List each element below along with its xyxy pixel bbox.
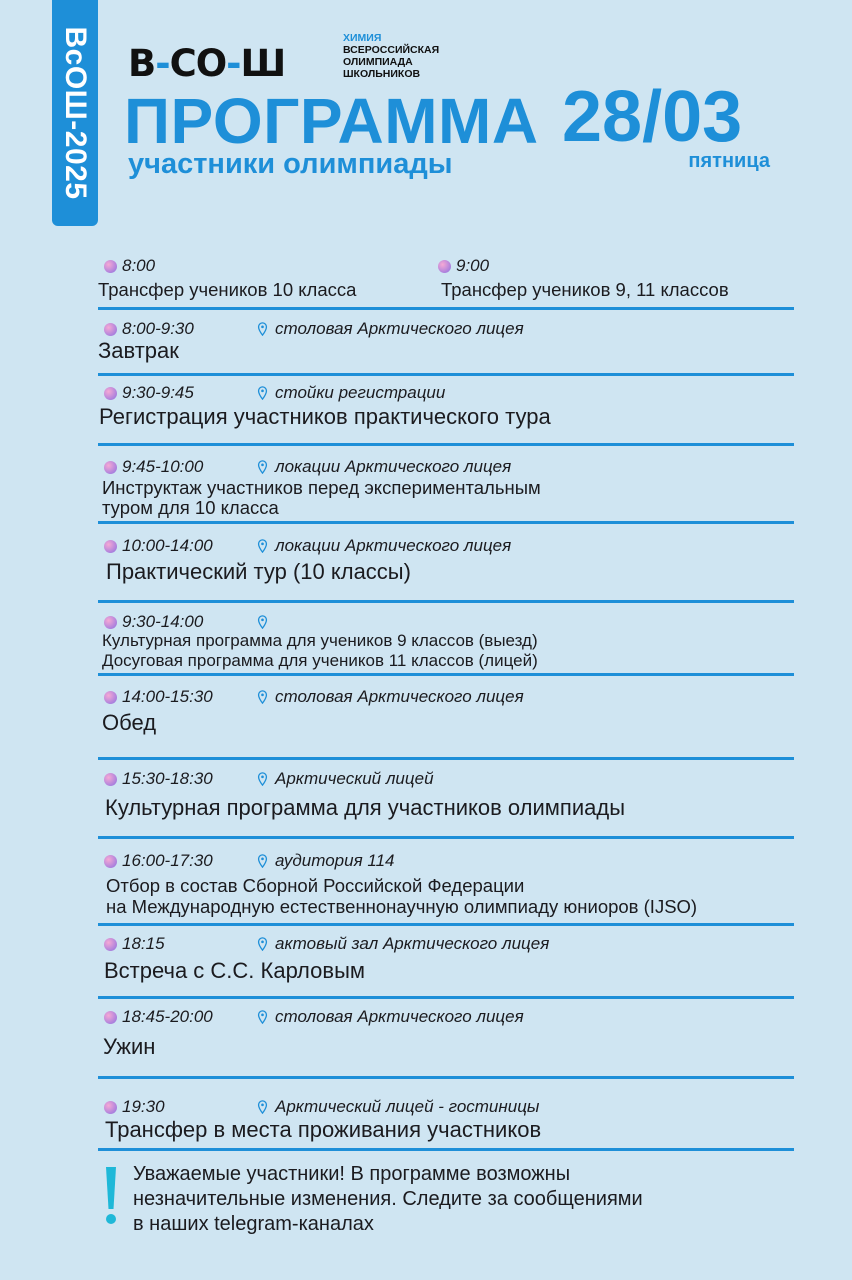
page-title: ПРОГРАММА	[124, 85, 539, 157]
item-place: аудитория 114	[275, 851, 395, 870]
location-pin-icon	[257, 460, 268, 474]
item-place: стойки регистрации	[275, 383, 446, 402]
item-time: 18:15	[122, 934, 165, 953]
vsosh-logo: В-СО-Ш	[128, 42, 286, 85]
schedule-item-meeting	[98, 932, 794, 999]
location-pin-icon	[257, 772, 268, 786]
clock-icon	[104, 773, 117, 786]
item-place: актовый зал Арктического лицея	[275, 934, 550, 953]
clock-icon	[104, 616, 117, 629]
schedule-item-transfers-morning	[98, 252, 794, 310]
location-pin-icon	[257, 690, 268, 704]
item-title-line1: Культурная программа для учеников 9 классов (выезд)	[102, 631, 538, 650]
year-side-tab	[52, 0, 98, 226]
schedule-item-breakfast	[98, 316, 794, 376]
olympiad-caption: ХИМИЯ ВСЕРОССИЙСКАЯ ОЛИМПИАДА ШКОЛЬНИКОВ	[343, 32, 440, 80]
item-title: Встреча с С.С. Карловым	[104, 958, 366, 983]
location-pin-icon	[257, 386, 268, 400]
item-title: Трансфер в места проживания участников	[105, 1117, 542, 1142]
item-time: 9:00	[456, 256, 490, 275]
item-title-line1: Инструктаж участников перед экспериментальным	[102, 477, 541, 498]
item-place: столовая Арктического лицея	[275, 319, 524, 338]
item-title-line2: Досуговая программа для учеников 11 классов (лицей)	[102, 651, 538, 670]
year-side-tab-label: ВсОШ-2025	[59, 26, 92, 200]
schedule-item-registration	[98, 380, 794, 446]
clock-icon	[104, 540, 117, 553]
schedule-item-team-selection	[98, 849, 794, 926]
location-pin-icon	[257, 1100, 268, 1114]
item-title-line2: на Международную естественнонаучную олимпиаду юниоров (IJSO)	[106, 896, 698, 917]
schedule-item-dinner	[98, 1006, 794, 1079]
item-title: Трансфер учеников 9, 11 классов	[441, 279, 729, 300]
item-title-line2: туром для 10 класса	[102, 497, 279, 518]
item-title: Практический тур (10 классы)	[106, 559, 411, 584]
item-time: 9:45-10:00	[122, 457, 204, 476]
schedule-item-practical-round	[98, 533, 794, 603]
event-weekday: пятница	[688, 150, 770, 172]
item-place: столовая Арктического лицея	[275, 687, 524, 706]
clock-icon	[104, 691, 117, 704]
item-time: 9:30-14:00	[122, 612, 204, 631]
clock-icon	[104, 260, 117, 273]
clock-icon	[104, 1011, 117, 1024]
item-place: Арктический лицей - гостиницы	[275, 1097, 540, 1116]
page-subtitle: участники олимпиады	[128, 148, 453, 180]
location-pin-icon	[257, 937, 268, 951]
item-title: Культурная программа для участников олимпиады	[105, 795, 626, 820]
clock-icon	[104, 461, 117, 474]
item-time: 16:00-17:30	[122, 851, 213, 870]
item-time: 8:00-9:30	[122, 319, 194, 338]
item-place: локации Арктического лицея	[275, 536, 512, 555]
item-time: 9:30-9:45	[122, 383, 194, 402]
item-place: Арктический лицей	[275, 769, 434, 788]
schedule-item-cultural-leisure	[98, 609, 794, 676]
item-title: Трансфер учеников 10 класса	[98, 279, 357, 300]
item-title: Обед	[102, 710, 157, 735]
schedule-item-transfer-evening	[98, 1096, 794, 1151]
item-time: 14:00-15:30	[122, 687, 213, 706]
schedule-item-cultural-program	[98, 767, 794, 839]
event-date: 28/03	[562, 77, 743, 157]
clock-icon	[104, 323, 117, 336]
item-title: Завтрак	[98, 338, 179, 363]
item-title-line1: Отбор в состав Сборной Российской Федерации	[106, 875, 525, 896]
location-pin-icon	[257, 854, 268, 868]
item-time: 18:45-20:00	[122, 1007, 213, 1026]
clock-icon	[438, 260, 451, 273]
exclamation-icon	[104, 1165, 118, 1227]
location-pin-icon	[257, 1010, 268, 1024]
location-pin-icon	[257, 322, 268, 336]
schedule-item-lunch	[98, 686, 794, 760]
item-time: 19:30	[122, 1097, 165, 1116]
clock-icon	[104, 855, 117, 868]
location-pin-icon	[257, 615, 268, 629]
item-place: локации Арктического лицея	[275, 457, 512, 476]
item-time: 8:00	[122, 256, 156, 275]
notice-text: Уважаемые участники! В программе возможны незначительные изменения. Следите за сообщениями в наших telegram-каналах	[133, 1163, 643, 1235]
item-place: столовая Арктического лицея	[275, 1007, 524, 1026]
item-title: Регистрация участников практического тура	[99, 404, 551, 429]
clock-icon	[104, 1101, 117, 1114]
item-time: 15:30-18:30	[122, 769, 213, 788]
clock-icon	[104, 387, 117, 400]
schedule-item-briefing	[98, 454, 794, 524]
item-time: 10:00-14:00	[122, 536, 213, 555]
clock-icon	[104, 938, 117, 951]
location-pin-icon	[257, 539, 268, 553]
olympiad-subject: ХИМИЯ	[343, 32, 382, 44]
item-title: Ужин	[103, 1034, 156, 1059]
